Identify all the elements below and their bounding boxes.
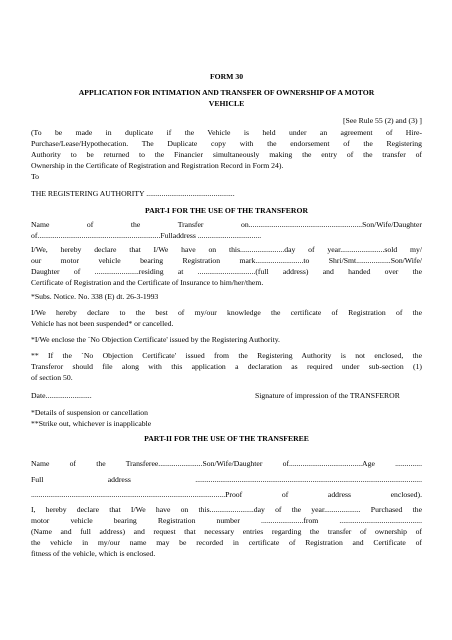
knowledge-declaration-line: I/We hereby declare to the best of my/our knowledge the certificate of Registration of the: [31, 308, 422, 317]
form-number: FORM 30: [209, 72, 244, 81]
note-line: (To be made in duplicate if the Vehicle is held under an agreement of Hire-: [31, 128, 422, 137]
transferee-name-line: Name of the Transferee.......................Son/Wife/Daughter of......................................Age ..............: [31, 459, 422, 468]
knowledge-declaration-line: Vehicle has not been suspended* or cancelled.: [31, 319, 174, 328]
part1-heading: PART-I FOR THE USE OF THE TRANSFEROR: [144, 206, 309, 215]
transferor-declaration-line: I/We, hereby declare that I/We have on this.......................day of year.......................sold my/: [31, 245, 422, 254]
noc-note-line: ** If the `No Objection Certificate' issued from the Registering Authority is not enclosed, the: [31, 351, 422, 360]
footnote-strike-out: **Strike out, whichever is inapplicable: [31, 419, 152, 428]
transferee-declaration-line: I, hereby declare that I/We have on this.......................day of the year................... Purchased the: [31, 505, 422, 514]
transferee-declaration-line: fitness of the vehicle, which is enclosed.: [31, 549, 156, 558]
footnote-suspension: *Details of suspension or cancellation: [31, 408, 148, 417]
note-line: Purchase/Lease/Hypothecation. The Duplicate copy with the endorsement of the Registering: [31, 139, 422, 148]
form-title-line2: VEHICLE: [208, 99, 245, 108]
noc-note-line: Transferor should file along with this application a declaration as required under sub-section (1): [31, 362, 422, 371]
note-line: Ownership in the Certificate of Registration and Registration Record in Form 24).: [31, 161, 284, 170]
note-line: Authority to be returned to the Financier simultaneously making the entry of the transfer of: [31, 150, 422, 159]
transferor-declaration-line: Certificate of Registration and the Certificate of Insurance to him/her/them.: [31, 278, 264, 287]
noc-enclosure: *I/We enclose the `No Objection Certificate' issued by the Registering Authority.: [31, 335, 280, 344]
rule-reference: [See Rule 55 (2) and (3) ]: [343, 116, 422, 125]
proof-of-address-line: .....................................................................................................Proof of address enclosed).: [31, 490, 422, 499]
transferee-declaration-line: motor vehicle bearing Registration number ......................from ...........................................: [31, 516, 422, 525]
registering-authority-line: THE REGISTERING AUTHORITY ..............................................: [31, 189, 235, 198]
transferor-name-line: Name of the Transfer on...........................................................Son/Wife/Daughter: [31, 220, 422, 229]
transferor-declaration-line: Daughter of .......................residing at ..............................(full address) and handed over the: [31, 267, 422, 276]
transferor-address-line: of................................................................Fulladdress .................................: [31, 231, 262, 240]
part2-heading: PART-II FOR THE USE OF THE TRANSFEREE: [144, 434, 309, 443]
transferor-signature-label: Signature of impression of the TRANSFEROR: [255, 391, 400, 400]
transferee-full-address-line: Full address ......................................................................................................................: [31, 475, 422, 484]
transferor-declaration-line: our motor vehicle bearing Registration mark.........................to Shri/Smt..................Son/Wife/: [31, 256, 422, 265]
date-field: Date........................: [31, 391, 92, 400]
subs-notice: *Subs. Notice. No. 338 (E) dt. 26-3-1993: [31, 292, 159, 301]
transferee-declaration-line: (Name and full address) and request that necessary entries regarding the transfer of ownership of: [31, 527, 422, 536]
transferee-declaration-line: the vehicle in my/our name may be recorded in certificate of Registration and Certificate of: [31, 538, 422, 547]
addressee-to: To: [31, 172, 40, 181]
form-title-line1: APPLICATION FOR INTIMATION AND TRANSFER OF OWNERSHIP OF A MOTOR: [78, 88, 375, 97]
noc-note-line: of section 50.: [31, 373, 73, 382]
